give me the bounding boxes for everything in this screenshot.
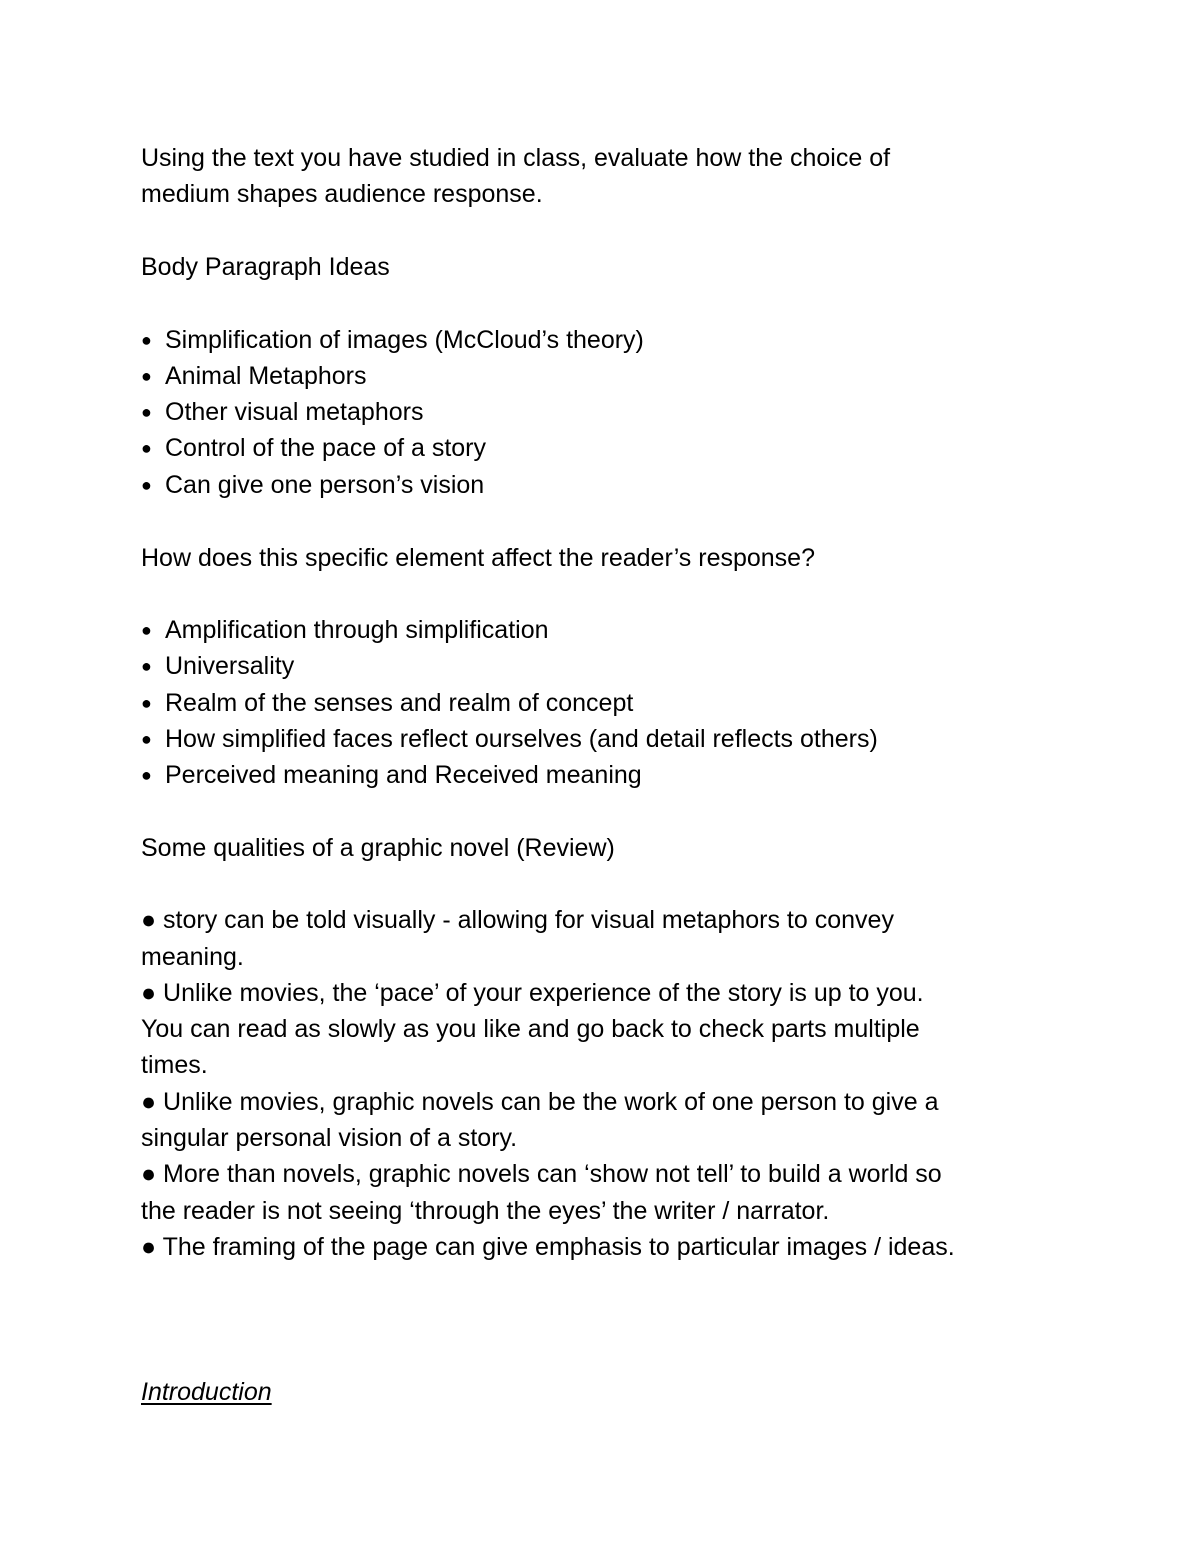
list-item-text: Amplification through simplification [165,616,549,644]
list-item [141,648,294,684]
body-ideas-heading: Body Paragraph Ideas [141,253,390,281]
list-item [141,612,549,648]
reader-response-heading: How does this specific element affect the reader’s response? [141,544,815,572]
list-item [141,358,366,394]
quality-line: ● Unlike movies, the ‘pace’ of your experience of the story is up to you. [141,979,924,1007]
prompt-line-1: Using the text you have studied in class, evaluate how the choice of [141,144,891,172]
bullet-icon: ● [141,330,152,350]
quality-line: You can read as slowly as you like and go back to check parts multiple [141,1015,920,1043]
list-item [141,467,484,503]
quality-line: ● The framing of the page can give emphasis to particular images / ideas. [141,1233,955,1261]
list-item [141,685,633,721]
list-item [141,430,486,466]
bullet-icon: ● [141,693,152,713]
list-item-text: Can give one person’s vision [165,471,485,499]
prompt-line-2: medium shapes audience response. [141,180,543,208]
list-item-text: Control of the pace of a story [165,434,487,462]
list-item-text: Simplification of images (McCloud’s theory) [165,326,644,354]
quality-line: singular personal vision of a story. [141,1124,518,1152]
quality-line: the reader is not seeing ‘through the eyes’ the writer / narrator. [141,1197,830,1225]
list-item [141,322,644,358]
list-item-text: Other visual metaphors [165,398,424,426]
bullet-icon: ● [141,765,152,785]
introduction-heading: Introduction [141,1378,272,1406]
bullet-icon: ● [141,438,152,458]
bullet-icon: ● [141,656,152,676]
list-item-text: How simplified faces reflect ourselves (and detail reflects others) [165,725,878,753]
list-item-text: Perceived meaning and Received meaning [165,761,642,789]
bullet-icon: ● [141,402,152,422]
list-item [141,394,423,430]
list-item-text: Universality [165,652,295,680]
bullet-icon: ● [141,366,152,386]
quality-line: ● Unlike movies, graphic novels can be the work of one person to give a [141,1088,939,1116]
qualities-heading: Some qualities of a graphic novel (Review) [141,834,615,862]
bullet-icon: ● [141,620,152,640]
quality-line: ● More than novels, graphic novels can ‘show not tell’ to build a world so [141,1160,942,1188]
list-item-text: Animal Metaphors [165,362,367,390]
quality-line: meaning. [141,943,244,971]
bullet-icon: ● [141,475,152,495]
quality-line: ● story can be told visually - allowing for visual metaphors to convey [141,906,894,934]
list-item-text: Realm of the senses and realm of concept [165,689,634,717]
quality-line: times. [141,1051,208,1079]
bullet-icon: ● [141,729,152,749]
list-item [141,757,642,793]
list-item [141,721,878,757]
